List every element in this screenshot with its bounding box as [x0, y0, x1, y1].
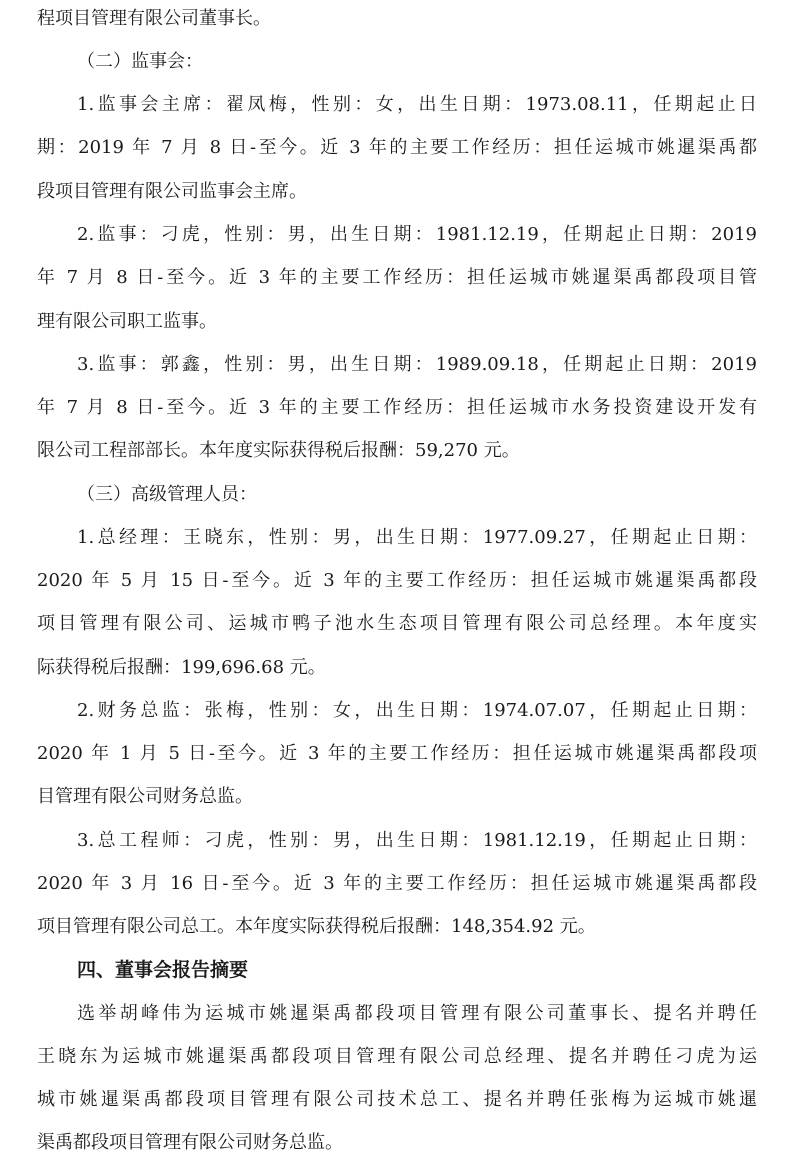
text-line: 际获得税后报酬：199,696.68 元。	[37, 657, 326, 678]
text-line: 项目管理有限公司总工。本年度实际获得税后报酬：148,354.92 元。	[37, 916, 596, 937]
text-line: 理有限公司职工监事。	[37, 311, 217, 332]
text-line: 2020 年 5 月 15 日-至今。近 3 年的主要工作经历：担任运城市姚暹渠禹都段	[37, 570, 757, 591]
text-line: 年 7 月 8 日-至今。近 3 年的主要工作经历：担任运城市水务投资建设开发有	[37, 397, 757, 418]
text-line: 3.监事：郭鑫，性别：男，出生日期：1989.09.18，任期起止日期：2019	[77, 354, 757, 375]
text-line: 目管理有限公司财务总监。	[37, 786, 253, 807]
text-line: 年 7 月 8 日-至今。近 3 年的主要工作经历：担任运城市姚暹渠禹都段项目管	[37, 267, 757, 288]
section-heading-supervisory-board: （二）监事会：	[77, 51, 203, 72]
text-line: 2.财务总监：张梅，性别：女，出生日期：1974.07.07，任期起止日期：	[77, 700, 757, 721]
text-line: 项目管理有限公司、运城市鸭子池水生态项目管理有限公司总经理。本年度实	[37, 613, 757, 634]
text-line: 选举胡峰伟为运城市姚暹渠禹都段项目管理有限公司董事长、提名并聘任	[77, 1003, 757, 1024]
text-line: 城市姚暹渠禹都段项目管理有限公司技术总工、提名并聘任张梅为运城市姚暹	[37, 1089, 757, 1110]
section-heading-board-report: 四、董事会报告摘要	[77, 959, 249, 981]
text-line: 期：2019 年 7 月 8 日-至今。近 3 年的主要工作经历：担任运城市姚暹渠禹都	[37, 137, 757, 158]
text-line: 限公司工程部部长。本年度实际获得税后报酬：59,270 元。	[37, 440, 520, 461]
text-line: 1.总经理：王晓东，性别：男，出生日期：1977.09.27，任期起止日期：	[77, 527, 757, 548]
text-line: 2.监事：刁虎，性别：男，出生日期：1981.12.19，任期起止日期：2019	[77, 224, 757, 245]
text-line: 段项目管理有限公司监事会主席。	[37, 181, 307, 202]
text-line: 王晓东为运城市姚暹渠禹都段项目管理有限公司总经理、提名并聘任刁虎为运	[37, 1046, 757, 1067]
section-heading-senior-management: （三）高级管理人员：	[77, 484, 257, 505]
text-line: 3.总工程师：刁虎，性别：男，出生日期：1981.12.19，任期起止日期：	[77, 830, 757, 851]
text-line: 2020 年 1 月 5 日-至今。近 3 年的主要工作经历：担任运城市姚暹渠禹都段项	[37, 743, 757, 764]
text-line: 程项目管理有限公司董事长。	[37, 8, 271, 29]
text-line: 渠禹都段项目管理有限公司财务总监。	[37, 1132, 343, 1153]
text-line: 1.监事会主席：翟凤梅，性别：女，出生日期：1973.08.11，任期起止日	[77, 94, 757, 115]
text-line: 2020 年 3 月 16 日-至今。近 3 年的主要工作经历：担任运城市姚暹渠禹都段	[37, 873, 757, 894]
